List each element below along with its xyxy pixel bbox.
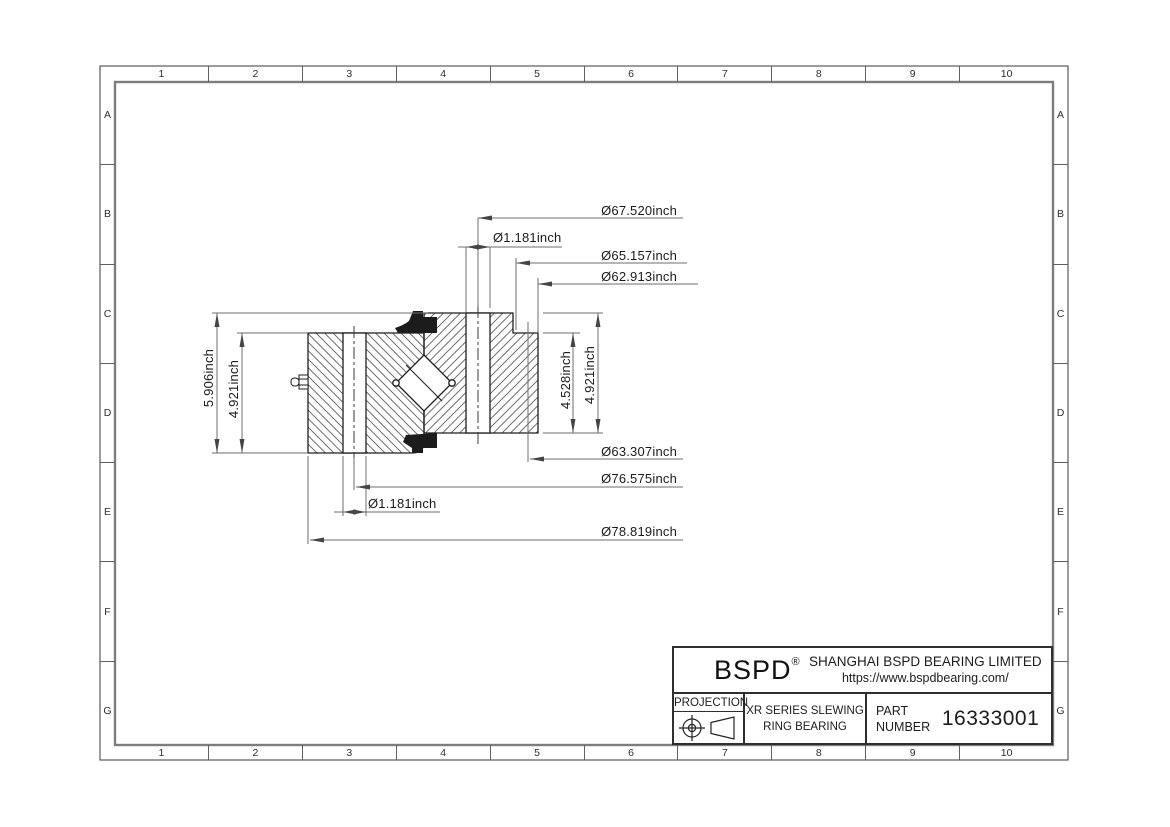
dim-label-od-63-307: Ø63.307inch — [601, 444, 677, 459]
grid-row-label: C — [1053, 265, 1068, 364]
grid-columns-top — [115, 66, 1053, 82]
dim-label-od-62-913: Ø62.913inch — [601, 269, 677, 284]
grid-column-label: 10 — [1000, 68, 1013, 80]
dim-label-od-65-157: Ø65.157inch — [601, 248, 677, 263]
grid-column-label: 3 — [303, 745, 397, 760]
grid-column-label: 6 — [585, 745, 679, 760]
dim-label-height-inner-ring: 4.921inch — [582, 345, 597, 405]
dim-label-hole-bottom: Ø1.181inch — [368, 496, 437, 511]
bearing-section — [291, 311, 538, 453]
grid-column-label: 3 — [303, 66, 397, 82]
grid-column-label: 7 — [678, 66, 772, 82]
title-block-header — [674, 648, 1051, 694]
projection-label: PROJECTION — [674, 694, 743, 712]
grid-row-label: G — [103, 704, 112, 717]
company-name: SHANGHAI BSPD BEARING LIMITED — [809, 653, 1042, 669]
dim-label-height-outer-ring: 4.921inch — [226, 359, 241, 419]
grid-row-label: E — [1053, 463, 1068, 562]
grid-row-label: D — [100, 364, 115, 463]
grid-column-label: 9 — [866, 745, 960, 760]
grid-row-label: A — [1053, 66, 1068, 165]
grid-column-label: 9 — [866, 66, 960, 82]
grid-column-label: 6 — [585, 66, 679, 82]
grid-column-label: 4 — [397, 66, 491, 82]
grid-column-label: 2 — [209, 745, 303, 760]
part-number-cell — [867, 694, 1051, 743]
series-line1: XR SERIES SLEWING — [746, 704, 864, 717]
grid-column-label: 5 — [491, 745, 585, 760]
series-line2: RING BEARING — [763, 720, 847, 733]
grid-row-label: B — [1053, 165, 1068, 264]
grid-rows-left — [100, 66, 115, 760]
third-angle-projection-icon — [678, 714, 740, 742]
grid-column-label: 1 — [115, 66, 209, 82]
brand-logo — [714, 655, 800, 686]
dim-label-od-76-575: Ø76.575inch — [601, 471, 677, 486]
projection-cell — [674, 694, 749, 743]
grease-fitting — [291, 375, 308, 389]
grid-column-label: 10 — [1000, 746, 1013, 759]
part-number-value: 16333001 — [941, 706, 1040, 730]
registered-trademark-mark: ® — [791, 655, 800, 668]
grid-column-label: 5 — [491, 66, 585, 82]
grid-column-label: 1 — [115, 745, 209, 760]
grid-column-label: 2 — [209, 66, 303, 82]
company-website: https://www.bspdbearing.com/ — [841, 670, 1009, 685]
grid-column-label: 4 — [397, 745, 491, 760]
roller-corner-right — [449, 380, 455, 386]
title-block — [672, 646, 1053, 745]
grid-row-label: F — [1053, 562, 1068, 661]
grid-column-label: 8 — [772, 66, 866, 82]
grid-row-label: B — [100, 165, 115, 264]
grid-column-label: 8 — [772, 745, 866, 760]
grid-row-label: F — [100, 562, 115, 661]
grid-row-label: A — [100, 66, 115, 165]
dim-label-height-step: 4.528inch — [558, 350, 573, 410]
dim-label-od-78-819: Ø78.819inch — [601, 524, 677, 539]
grid-row-label: D — [1053, 364, 1068, 463]
series-title-cell — [745, 694, 867, 743]
dim-label-height-total: 5.906inch — [201, 348, 216, 408]
grid-row-label: G — [1056, 704, 1065, 717]
grid-rows-right — [1053, 66, 1068, 760]
grid-row-label: C — [100, 265, 115, 364]
part-number-label: PART NUMBER — [876, 703, 931, 734]
grid-columns-bottom — [115, 745, 1053, 760]
dim-label-od-67-520: Ø67.520inch — [601, 203, 677, 218]
dim-label-hole-top: Ø1.181inch — [493, 230, 562, 245]
roller-corner-left — [393, 380, 399, 386]
grid-column-label: 7 — [678, 745, 772, 760]
grid-row-label: E — [100, 463, 115, 562]
brand-name: BSPD — [714, 654, 792, 685]
